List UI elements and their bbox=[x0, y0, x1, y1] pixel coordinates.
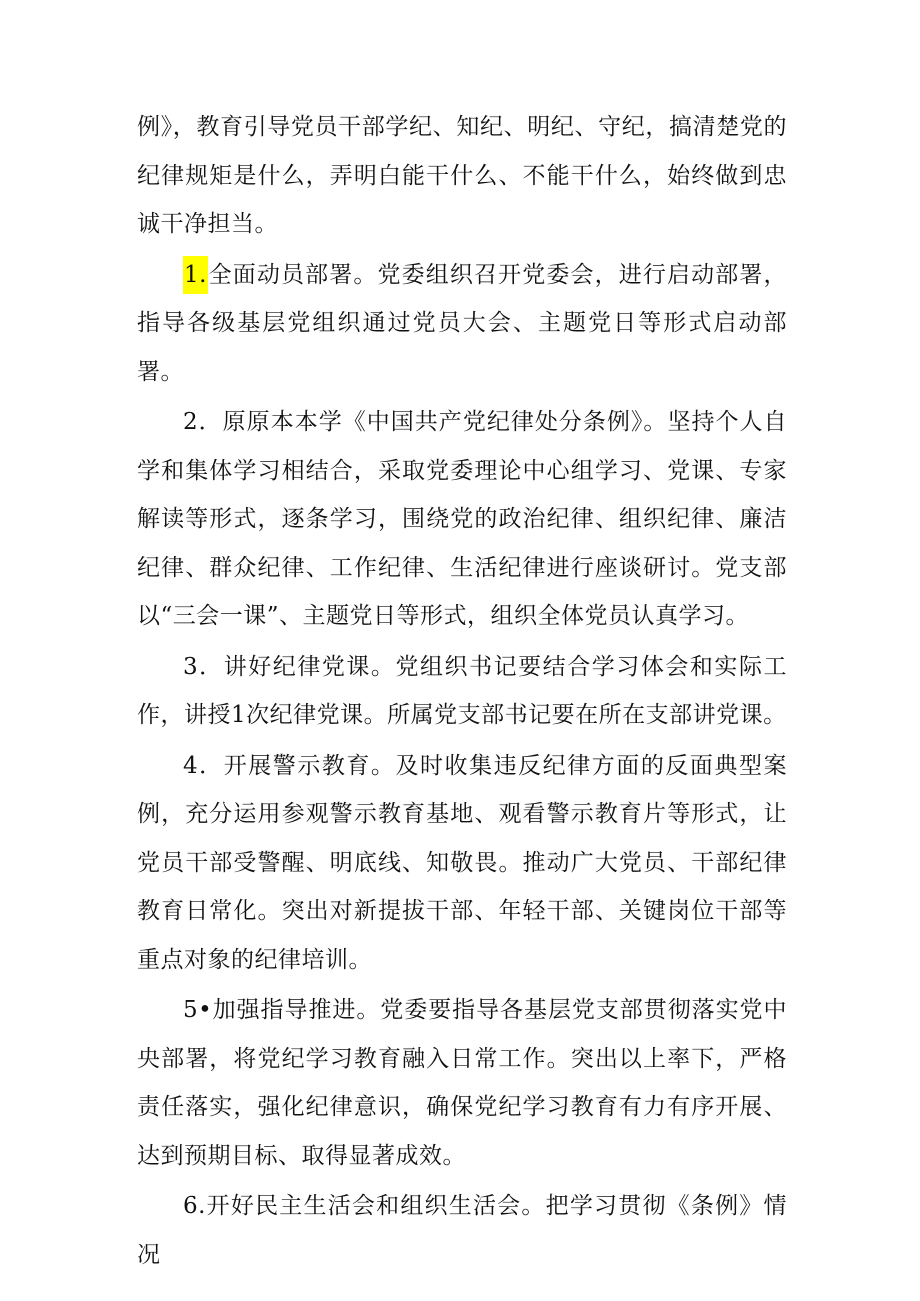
paragraph-text: 开好民主生活会和组织生活会。把学习贯彻《条例》情况 bbox=[137, 1193, 787, 1268]
document-body bbox=[137, 103, 787, 1281]
paragraph-text: 讲好纪律党课。党组织书记要结合学习体会和实际工作，讲授1次纪律党课。所属党支部书记要在所在支部讲党课。 bbox=[137, 653, 788, 728]
paragraph-text: 例》，教育引导党员干部学纪、知纪、明纪、守纪，搞清楚党的纪律规矩是什么，弄明白能干什么、不能干什么，始终做到忠诚干净担当。 bbox=[137, 114, 787, 237]
paragraph-text: 加强指导推进。党委要指导各基层党支部贯彻落实党中央部署，将党纪学习教育融入日常工作。突出以上率下，严格责任落实，强化纪律意识，确保党纪学习教育有力有序开展、达到预期目标、取得显著成效。 bbox=[137, 997, 787, 1169]
paragraph-item-6 bbox=[137, 1182, 787, 1279]
paragraph-text: 全面动员部署。党委组织召开党委会，进行启动部署，指导各级基层党组织通过党员大会、主题党日等形式启动部署。 bbox=[137, 261, 787, 385]
paragraph-item-3 bbox=[137, 643, 787, 740]
paragraph-item-2 bbox=[137, 398, 787, 641]
paragraph-item-5 bbox=[137, 986, 787, 1180]
item-number: 4． bbox=[183, 752, 224, 779]
paragraph-text: 原原本本学《中国共产党纪律处分条例》。坚持个人自学和集体学习相结合，采取党委理论中心组学习、党课、专家解读等形式，逐条学习，围绕党的政治纪律、组织纪律、廉洁纪律、群众纪律、工作纪律、生活纪律进行座谈研讨。党支部以“三会一课”、主题党日等形式，组织全体党员认真学习。 bbox=[137, 409, 788, 629]
paragraph-item-1 bbox=[137, 251, 787, 397]
paragraph-intro-continuation bbox=[137, 103, 787, 249]
item-number: 6. bbox=[183, 1193, 206, 1219]
item-number: 3． bbox=[183, 653, 224, 680]
paragraph-item-4 bbox=[137, 742, 787, 985]
item-number: 2． bbox=[183, 409, 223, 435]
paragraph-text: 开展警示教育。及时收集违反纪律方面的反面典型案例，充分运用参观警示教育基地、观看警示教育片等形式，让党员干部受警醒、明底线、知敬畏。推动广大党员、干部纪律教育日常化。突出对新提拔干部、年轻干部、关键岗位干部等重点对象的纪律培训。 bbox=[137, 752, 788, 973]
item-number: 5• bbox=[183, 997, 213, 1023]
item-number-highlighted: 1. bbox=[183, 256, 208, 294]
